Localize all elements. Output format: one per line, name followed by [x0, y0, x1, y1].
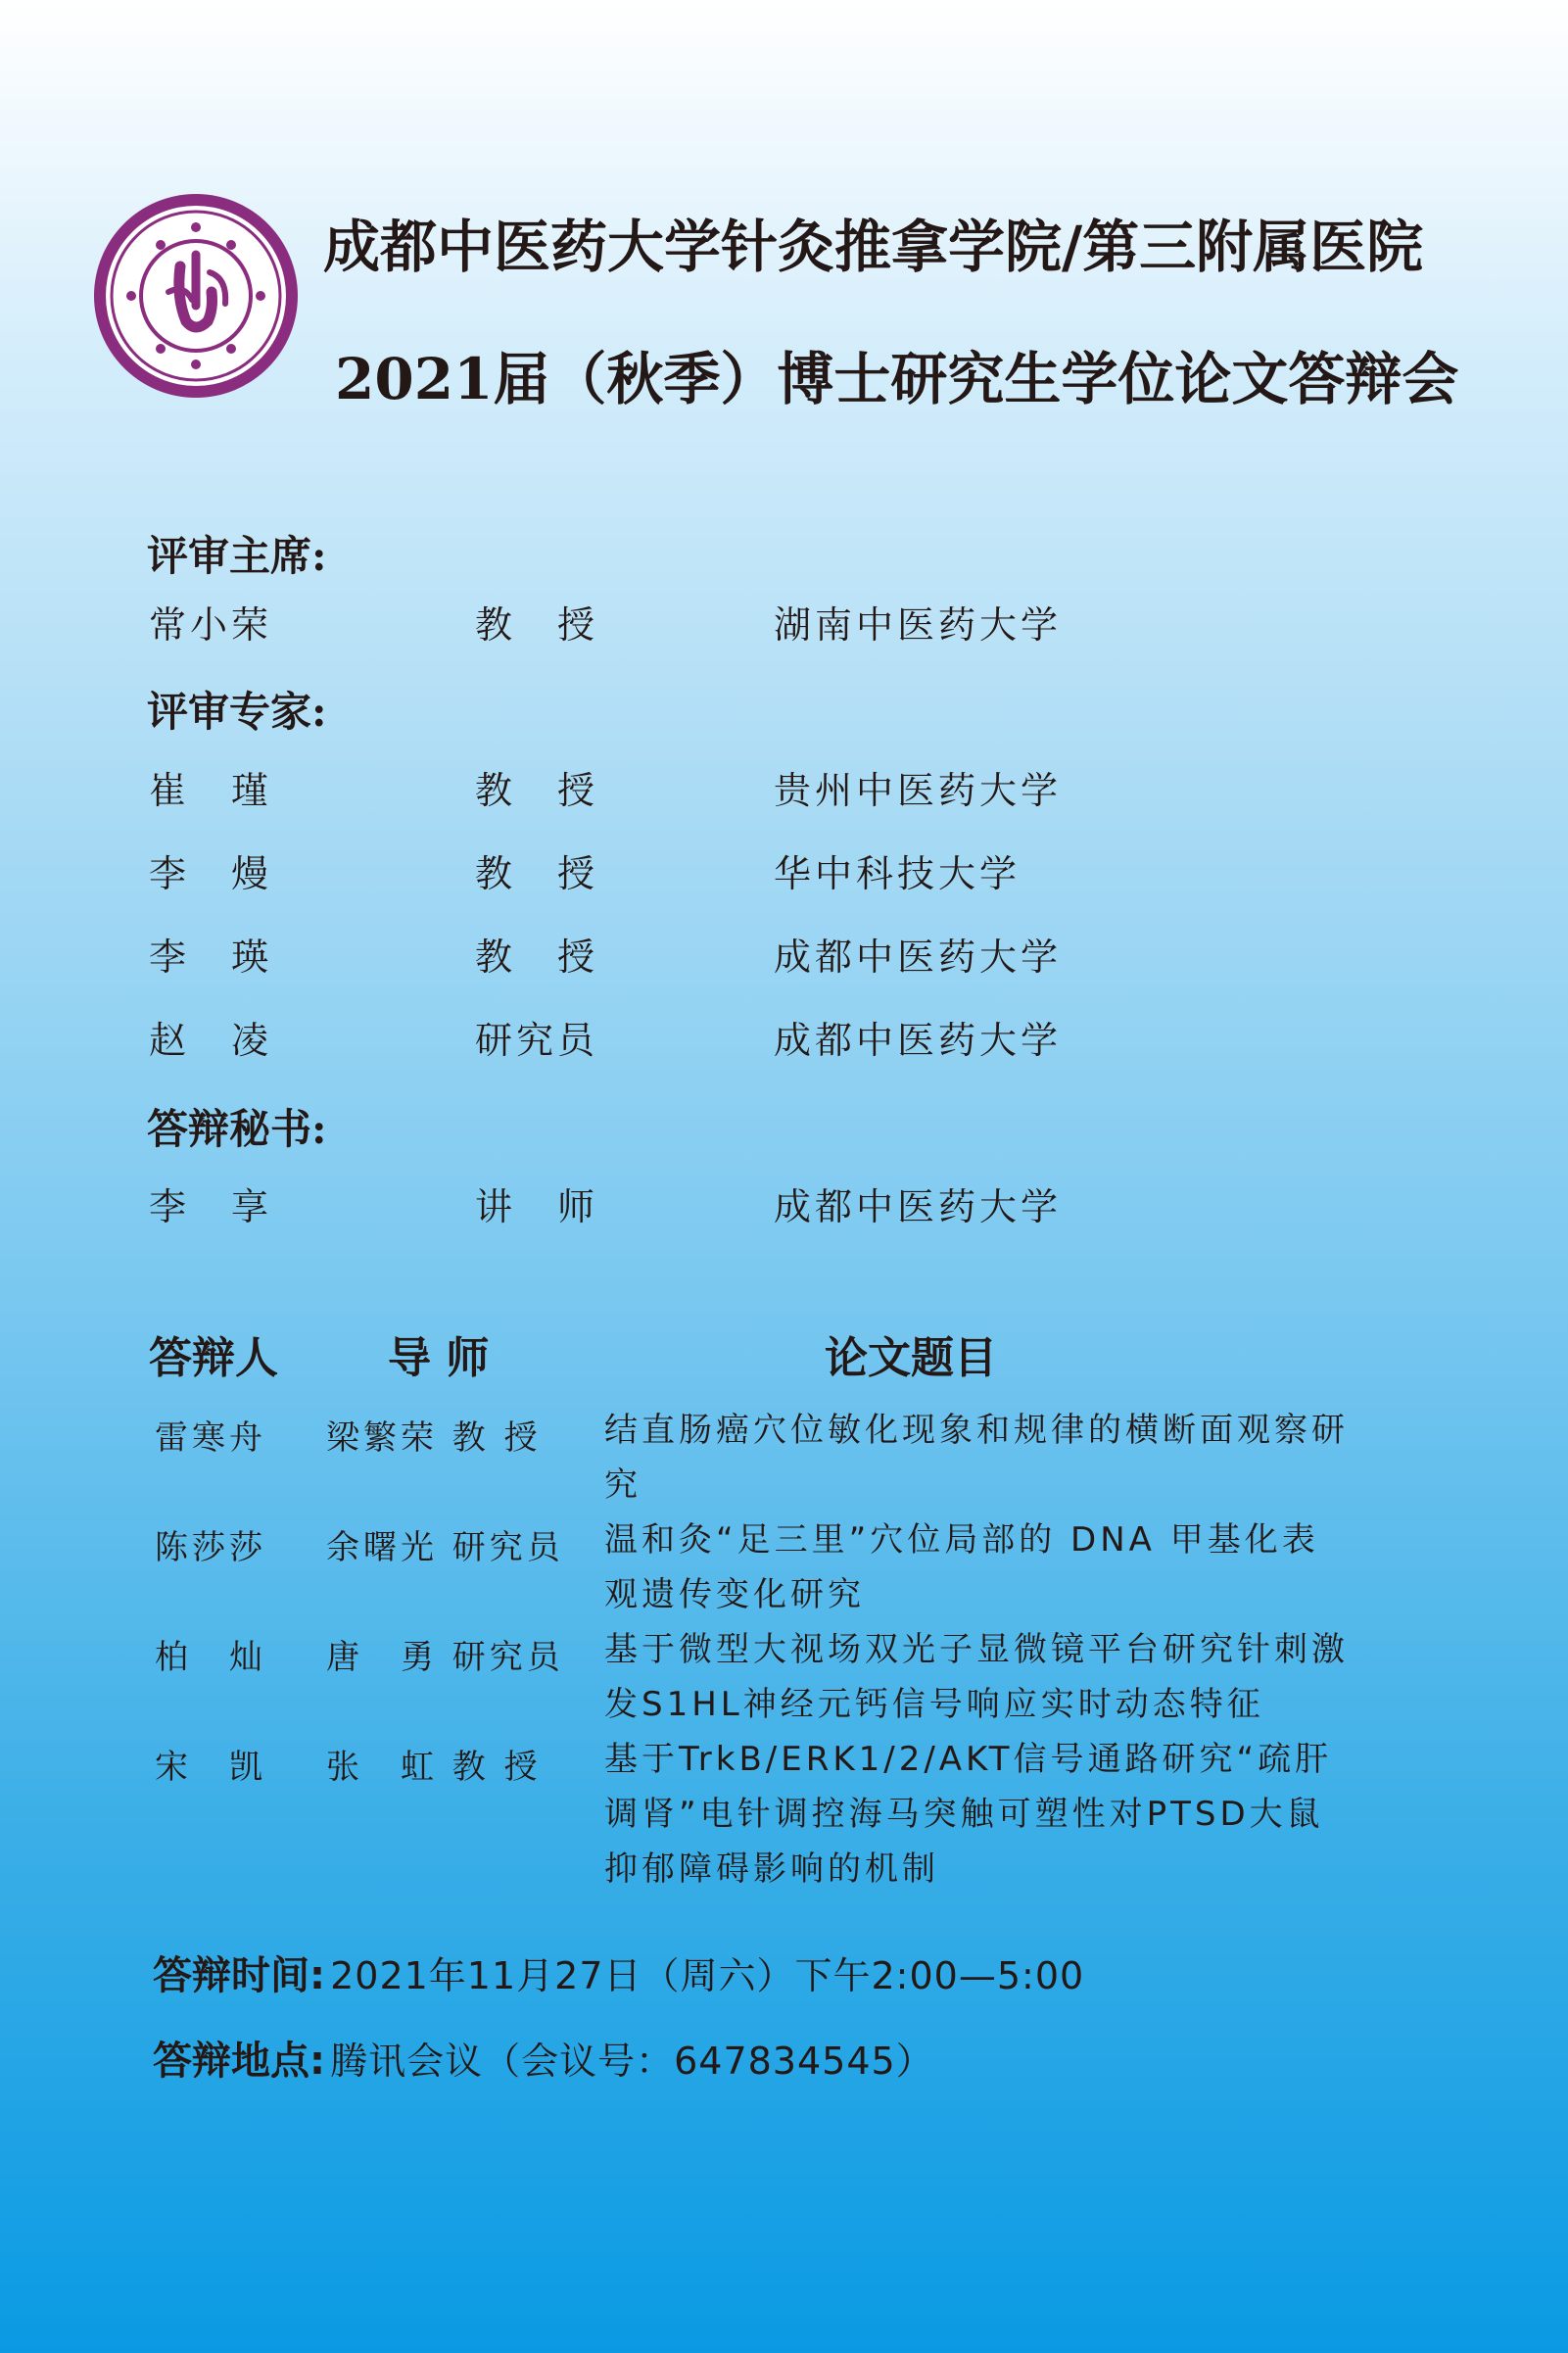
table-row-candidate: 柏 灿 — [155, 1638, 266, 1677]
page-title-line2: 2021届（秋季）博士研究生学位论文答辩会 — [335, 346, 1459, 412]
defense-place-label: 答辩地点: — [153, 2039, 325, 2084]
table-row-thesis: 基于TrkB/ERK1/2/AKT信号通路研究“疏肝调肾”电针调控海马突触可塑性对PTSD大鼠抑郁障碍影响的机制 — [604, 1740, 1333, 1889]
table-header-advisor: 导 师 — [388, 1333, 490, 1383]
expert-institution: 成都中医药大学 — [774, 1019, 1063, 1062]
university-seal-icon — [90, 190, 302, 402]
page-title-line1: 成都中医药大学针灸推拿学院/第三附属医院 — [323, 214, 1424, 280]
table-row-advisor: 张 虹 教 授 — [326, 1748, 542, 1787]
expert-institution: 华中科技大学 — [774, 852, 1022, 895]
table-row-thesis: 温和灸“足三里”穴位局部的 DNA 甲基化表观遗传变化研究 — [604, 1520, 1319, 1614]
secretary-title: 讲 师 — [475, 1185, 599, 1228]
table-row-candidate: 陈莎莎 — [155, 1528, 266, 1567]
secretary-institution: 成都中医药大学 — [774, 1185, 1063, 1228]
table-row-thesis: 结直肠癌穴位敏化现象和规律的横断面观察研究 — [604, 1411, 1349, 1505]
expert-title: 教 授 — [475, 769, 599, 812]
experts-heading: 评审专家: — [147, 688, 327, 736]
table-row-thesis: 基于微型大视场双光子显微镜平台研究针刺激发S1HL神经元钙信号响应实时动态特征 — [604, 1630, 1349, 1724]
defense-place — [153, 2030, 934, 2086]
expert-name: 崔 瑾 — [149, 769, 273, 812]
chair-title: 教 授 — [475, 603, 599, 647]
table-row-advisor: 余曙光 研究员 — [326, 1528, 564, 1567]
chair-name: 常小荣 — [149, 603, 273, 647]
chair-institution: 湖南中医药大学 — [774, 603, 1063, 647]
expert-title: 教 授 — [475, 852, 599, 895]
defense-time — [153, 1945, 1084, 2000]
table-row-candidate: 宋 凯 — [155, 1748, 266, 1787]
table-row-advisor: 唐 勇 研究员 — [326, 1638, 564, 1677]
defense-time-value: 2021年11月27日（周六）下午2:00—5:00 — [330, 1954, 1085, 1997]
table-row-advisor: 梁繁荣 教 授 — [326, 1418, 542, 1458]
table-row-candidate: 雷寒舟 — [155, 1418, 266, 1458]
defense-place-value: 腾讯会议（会议号：647834545） — [330, 2040, 934, 2083]
table-header-candidate: 答辩人 — [149, 1333, 278, 1383]
secretary-heading: 答辩秘书: — [147, 1105, 327, 1153]
expert-institution: 贵州中医药大学 — [774, 769, 1063, 812]
chair-heading: 评审主席: — [147, 532, 327, 580]
expert-institution: 成都中医药大学 — [774, 936, 1063, 979]
expert-title: 教 授 — [475, 936, 599, 979]
defense-time-label: 答辩时间: — [153, 1953, 325, 1998]
table-header-thesis: 论文题目 — [825, 1333, 997, 1383]
expert-name: 赵 凌 — [149, 1019, 273, 1062]
expert-name: 李 熳 — [149, 852, 273, 895]
expert-name: 李 瑛 — [149, 936, 273, 979]
secretary-name: 李 享 — [149, 1185, 273, 1228]
expert-title: 研究员 — [475, 1019, 599, 1062]
